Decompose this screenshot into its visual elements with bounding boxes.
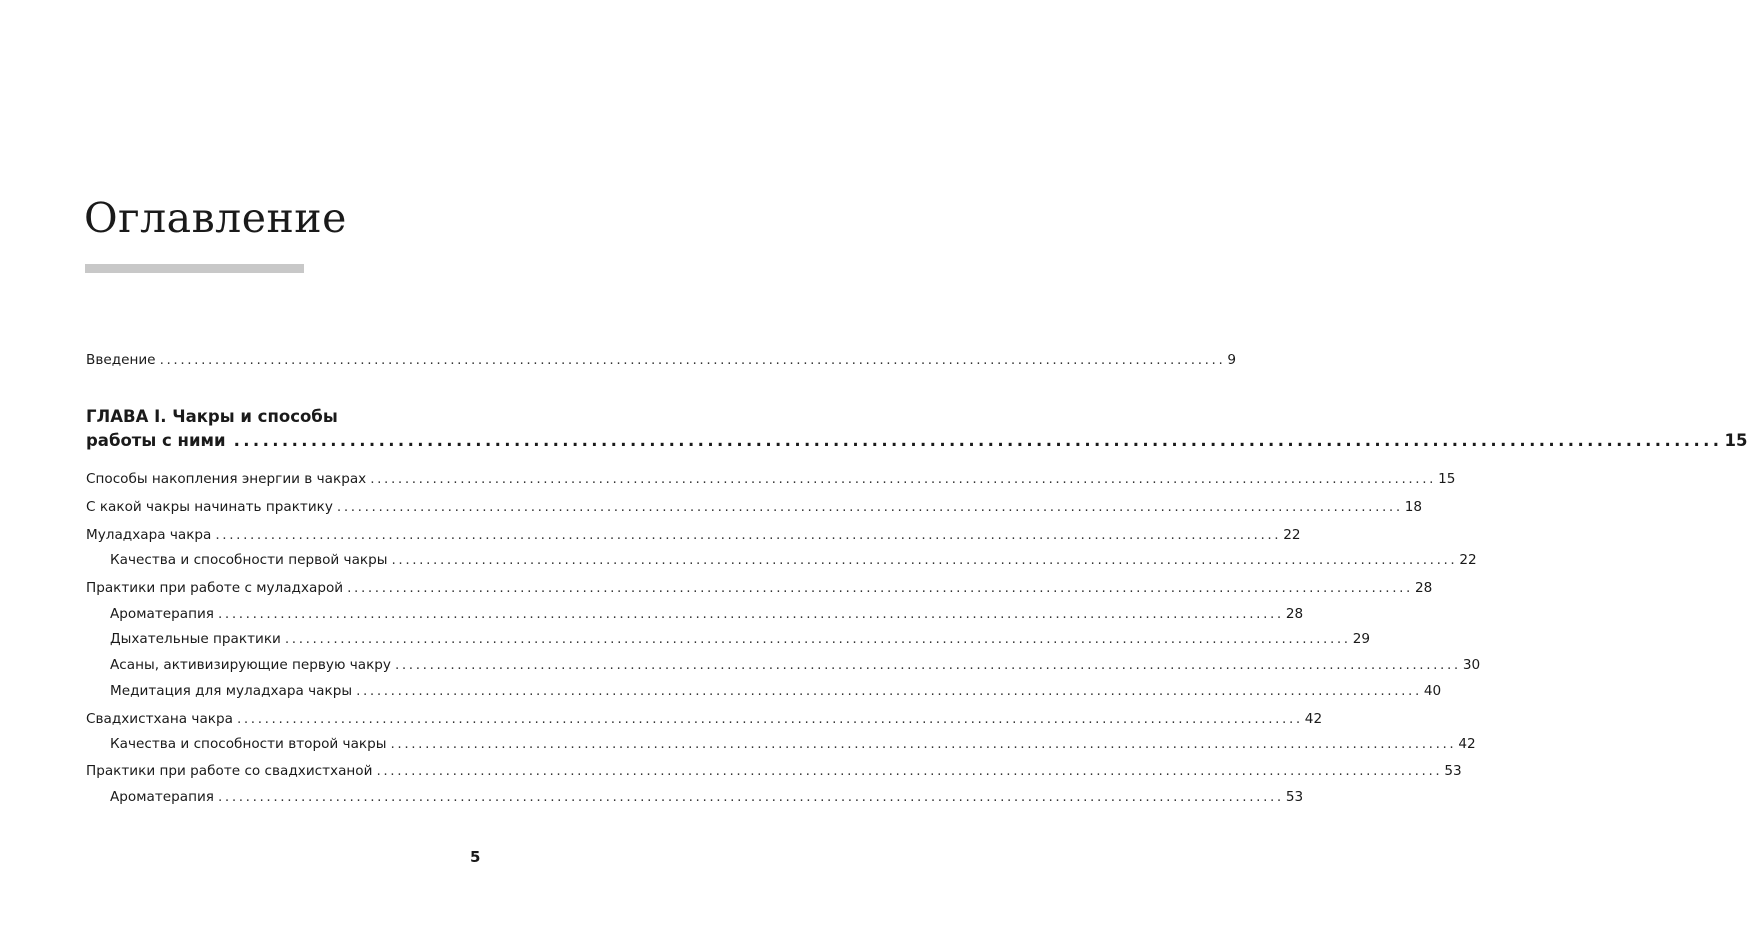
toc-subentry[interactable] (110, 789, 1304, 805)
toc-subentry[interactable] (110, 736, 1476, 752)
toc-entry-label: Свадхистхана чакра (86, 711, 233, 727)
chapter-heading[interactable]: ГЛАВА I. Чакры и способы (86, 407, 338, 426)
toc-entry[interactable] (86, 763, 1462, 779)
dot-leader: .......................................................................................................................................................... (394, 657, 1461, 673)
chapter-heading-label: работы с ними (86, 431, 226, 450)
toc-entry-label: Дыхательные практики (110, 631, 281, 647)
toc-subentry[interactable] (110, 657, 1481, 673)
chapter-page: 15 (1724, 431, 1747, 450)
page-title: Оглавление (84, 194, 347, 242)
toc-entry-page: 22 (1283, 527, 1301, 543)
toc-entry-page: 28 (1414, 580, 1433, 596)
toc-entry-label: Муладхара чакра (86, 527, 212, 543)
dot-leader: .......................................................................................................................................................... (347, 580, 1413, 596)
toc-entry-page: 42 (1458, 736, 1476, 752)
toc-entry-label: Практики при работе с муладхарой (86, 580, 344, 596)
toc-entry-page: 18 (1404, 499, 1423, 515)
toc-entry[interactable] (86, 499, 1423, 515)
dot-leader: .......................................................................................................................................................... (215, 527, 1282, 543)
chapter-heading-line2[interactable] (86, 431, 1747, 450)
title-underline-bar (85, 264, 304, 273)
toc-entry-page: 53 (1285, 789, 1304, 805)
toc-entry-label: Качества и способности первой чакры (110, 552, 388, 568)
toc-entry[interactable] (86, 527, 1301, 543)
dot-leader: .......................................................................................................................................................... (233, 431, 1723, 450)
toc-entry-label: Способы накопления энергии в чакрах (86, 471, 367, 487)
dot-leader: .......................................................................................................................................................... (217, 789, 1284, 805)
dot-leader: .......................................................................................................................................................... (356, 683, 1422, 699)
toc-entry[interactable] (86, 580, 1433, 596)
toc-entry-page: 9 (1227, 352, 1237, 368)
dot-leader: .......................................................................................................................................................... (159, 352, 1226, 368)
toc-entry[interactable] (86, 471, 1456, 487)
toc-entry-label: Качества и способности второй чакры (110, 736, 387, 752)
dot-leader: .......................................................................................................................................................... (370, 471, 1437, 487)
toc-entry-intro[interactable] (86, 352, 1237, 368)
toc-subentry[interactable] (110, 631, 1371, 647)
toc-subentry[interactable] (110, 606, 1304, 622)
dot-leader: .......................................................................................................................................................... (391, 552, 1458, 568)
toc-entry-label: Введение (86, 352, 156, 368)
toc-entry-page: 42 (1304, 711, 1323, 727)
toc-entry-page: 28 (1285, 606, 1304, 622)
toc-entry-page: 29 (1352, 631, 1371, 647)
toc-subentry[interactable] (110, 552, 1477, 568)
dot-leader: .......................................................................................................................................................... (336, 499, 1403, 515)
toc-entry-label: Ароматерапия (110, 606, 214, 622)
dot-leader: .......................................................................................................................................................... (217, 606, 1284, 622)
toc-entry-label: Практики при работе со свадхистханой (86, 763, 373, 779)
toc-subentry[interactable] (110, 683, 1442, 699)
dot-leader: .......................................................................................................................................................... (284, 631, 1351, 647)
toc-entry-page: 15 (1438, 471, 1456, 487)
toc-entry-page: 22 (1459, 552, 1477, 568)
toc-entry-page: 40 (1423, 683, 1442, 699)
toc-entry-label: Ароматерапия (110, 789, 214, 805)
toc-entry-page: 53 (1444, 763, 1462, 779)
dot-leader: .......................................................................................................................................................... (236, 711, 1303, 727)
toc-entry-page: 30 (1462, 657, 1481, 673)
dot-leader: .......................................................................................................................................................... (376, 763, 1443, 779)
toc-entry-label: С какой чакры начинать практику (86, 499, 333, 515)
page-number: 5 (470, 848, 481, 866)
toc-entry[interactable] (86, 711, 1323, 727)
dot-leader: .......................................................................................................................................................... (390, 736, 1457, 752)
toc-entry-label: Асаны, активизирующие первую чакру (110, 657, 391, 673)
toc-entry-label: Медитация для муладхара чакры (110, 683, 353, 699)
